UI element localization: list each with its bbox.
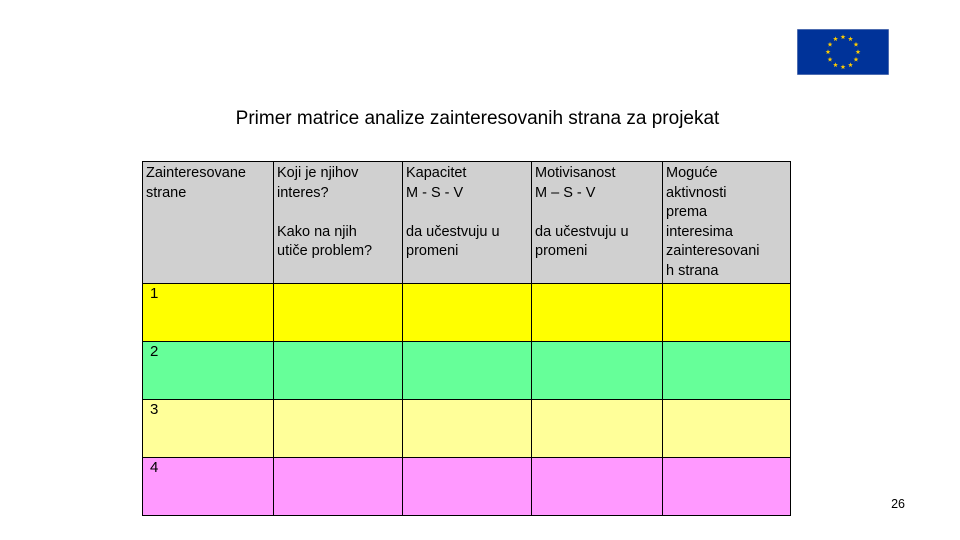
row-number-4: 4 — [150, 459, 159, 476]
page-number: 26 — [891, 497, 905, 511]
table-cell — [532, 400, 663, 458]
table-cell — [403, 400, 532, 458]
row-number-2: 2 — [150, 343, 159, 360]
table-cell — [143, 284, 274, 342]
slide-title: Primer matrice analize zainteresovanih strana za projekat — [235, 108, 720, 129]
row-number-1: 1 — [150, 285, 159, 302]
header-capacity: Kapacitet M - S - V da učestvuju u promeni — [403, 162, 532, 284]
table-row — [143, 284, 791, 342]
table-cell — [143, 342, 274, 400]
table-cell — [274, 458, 403, 516]
table-row — [143, 342, 791, 400]
header-stakeholders: Zainteresovane strane — [143, 162, 274, 284]
eu-flag-icon — [797, 29, 889, 75]
table-cell — [403, 458, 532, 516]
table-cell — [143, 400, 274, 458]
table-cell — [663, 458, 791, 516]
stakeholder-matrix-table — [142, 161, 791, 516]
table-cell — [663, 400, 791, 458]
table-cell — [274, 342, 403, 400]
table-row — [143, 458, 791, 516]
table-cell — [532, 342, 663, 400]
table-row — [143, 400, 791, 458]
table-cell — [532, 284, 663, 342]
header-interest: Koji je njihov interes? Kako na njih utiče problem? — [274, 162, 403, 284]
table-cell — [663, 342, 791, 400]
table-cell — [274, 284, 403, 342]
table-cell — [274, 400, 403, 458]
table-cell — [403, 284, 532, 342]
header-motivation: Motivisanost M – S - V da učestvuju u promeni — [532, 162, 663, 284]
table-cell — [143, 458, 274, 516]
table-cell — [663, 284, 791, 342]
table-header-row — [143, 162, 791, 284]
header-activities: Moguće aktivnosti prema interesima zainteresovani h strana — [663, 162, 791, 284]
table-cell — [532, 458, 663, 516]
table-cell — [403, 342, 532, 400]
row-number-3: 3 — [150, 401, 159, 418]
